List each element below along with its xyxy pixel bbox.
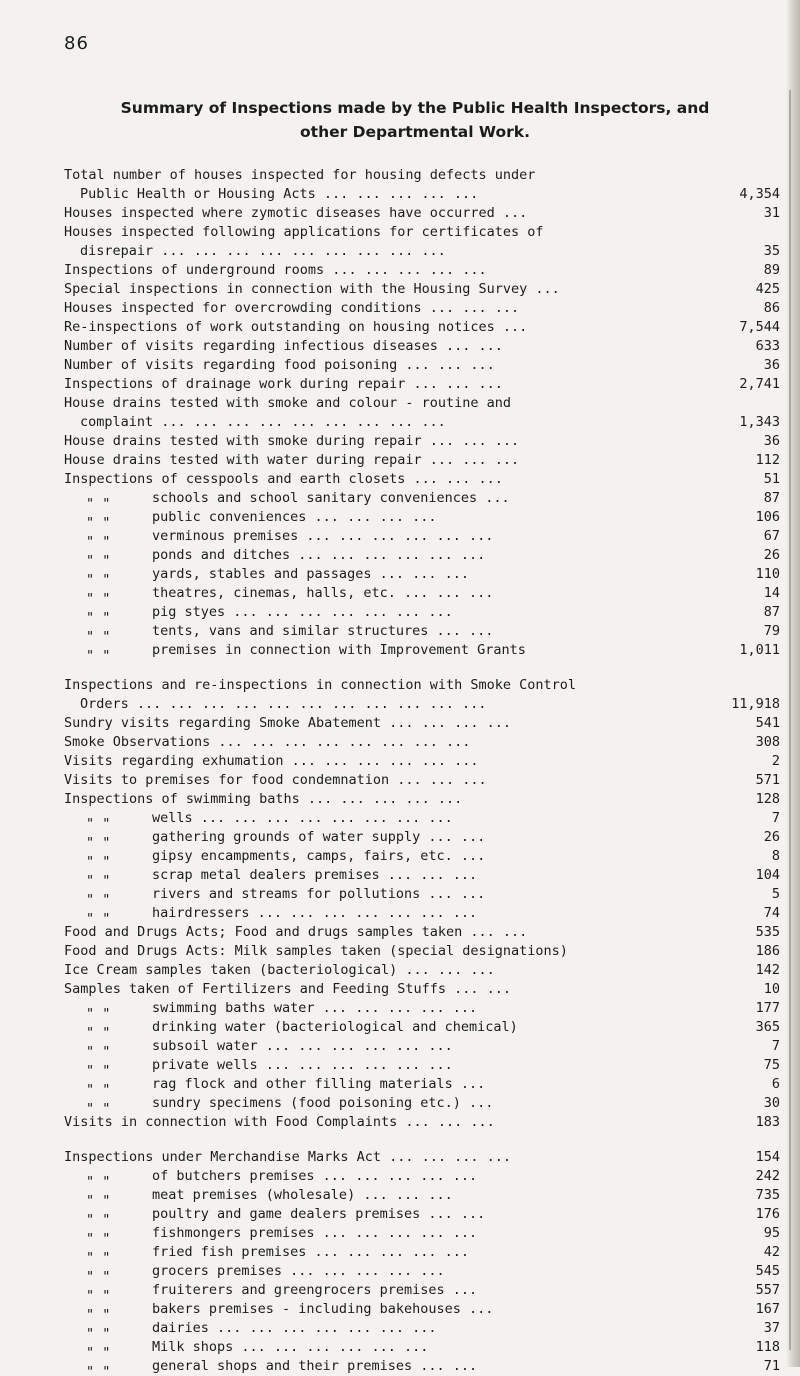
ditto-marks: " "	[86, 1212, 111, 1224]
summary-row	[64, 999, 780, 1018]
summary-row	[64, 223, 780, 242]
summary-row	[64, 1262, 780, 1281]
summary-row	[64, 828, 780, 847]
summary-row	[64, 809, 780, 828]
row-value: 87	[763, 604, 780, 620]
summary-row	[64, 508, 780, 527]
row-label: subsoil water ... ... ... ... ... ...	[152, 1038, 453, 1054]
row-label: Houses inspected following applications for certificates of	[64, 224, 544, 240]
row-value: 87	[763, 490, 780, 506]
row-value: 142	[755, 962, 780, 978]
ditto-marks: " "	[86, 892, 111, 904]
summary-row	[64, 1148, 780, 1167]
row-value: 425	[755, 281, 780, 297]
summary-row	[64, 204, 780, 223]
row-value: 79	[763, 623, 780, 639]
ditto-marks: " "	[86, 610, 111, 622]
ditto-marks: " "	[86, 629, 111, 641]
summary-row	[64, 923, 780, 942]
row-label: gipsy encampments, camps, fairs, etc. ...	[152, 848, 486, 864]
row-label: Orders ... ... ... ... ... ... ... ... ... ... ...	[80, 696, 487, 712]
summary-row	[64, 565, 780, 584]
row-label: verminous premises ... ... ... ... ... ...	[152, 528, 494, 544]
row-label: fried fish premises ... ... ... ... ...	[152, 1244, 469, 1260]
page-heading	[70, 96, 760, 144]
row-value: 75	[763, 1057, 780, 1073]
row-label: Total number of houses inspected for housing defects under	[64, 167, 536, 183]
summary-row	[64, 1167, 780, 1186]
row-label: yards, stables and passages ... ... ...	[152, 566, 469, 582]
summary-row	[64, 1037, 780, 1056]
summary-row	[64, 733, 780, 752]
summary-row	[64, 185, 780, 204]
summary-row	[64, 242, 780, 261]
row-label: schools and school sanitary conveniences ...	[152, 490, 510, 506]
row-label: wells ... ... ... ... ... ... ... ...	[152, 810, 453, 826]
row-value: 1,011	[739, 642, 780, 658]
row-label: Visits regarding exhumation ... ... ... ... ... ...	[64, 753, 479, 769]
summary-row	[64, 980, 780, 999]
row-label: Houses inspected where zymotic diseases have occurred ...	[64, 205, 528, 221]
row-value: 308	[755, 734, 780, 750]
ditto-marks: " "	[86, 572, 111, 584]
row-value: 1,343	[739, 414, 780, 430]
row-label: pig styes ... ... ... ... ... ... ...	[152, 604, 453, 620]
ditto-marks: " "	[86, 854, 111, 866]
ditto-marks: " "	[86, 1250, 111, 1262]
summary-row	[64, 584, 780, 603]
summary-row	[64, 1319, 780, 1338]
row-value: 31	[763, 205, 780, 221]
summary-row	[64, 847, 780, 866]
row-label: House drains tested with smoke during repair ... ... ...	[64, 433, 520, 449]
row-value: 67	[763, 528, 780, 544]
row-value: 14	[763, 585, 780, 601]
ditto-marks: " "	[86, 1345, 111, 1357]
row-label: Milk shops ... ... ... ... ... ...	[152, 1339, 429, 1355]
row-value: 176	[755, 1206, 780, 1222]
row-label: Inspections of cesspools and earth closets ... ... ...	[64, 471, 503, 487]
row-label: dairies ... ... ... ... ... ... ...	[152, 1320, 437, 1336]
summary-row	[64, 1186, 780, 1205]
row-label: Special inspections in connection with the Housing Survey ...	[64, 281, 560, 297]
row-value: 545	[755, 1263, 780, 1279]
summary-section	[64, 166, 780, 660]
row-label: hairdressers ... ... ... ... ... ... ...	[152, 905, 478, 921]
summary-row	[64, 1075, 780, 1094]
row-value: 571	[755, 772, 780, 788]
row-value: 7,544	[739, 319, 780, 335]
row-label: Inspections under Merchandise Marks Act ... ... ... ...	[64, 1149, 512, 1165]
page-edge-line	[789, 90, 791, 1350]
summary-row	[64, 714, 780, 733]
summary-row	[64, 337, 780, 356]
summary-row	[64, 375, 780, 394]
row-label: premises in connection with Improvement Grants	[152, 642, 526, 658]
row-label: scrap metal dealers premises ... ... ...	[152, 867, 478, 883]
row-value: 71	[763, 1358, 780, 1374]
row-value: 26	[763, 547, 780, 563]
row-value: 86	[763, 300, 780, 316]
ditto-marks: " "	[86, 873, 111, 885]
row-value: 89	[763, 262, 780, 278]
row-value: 177	[755, 1000, 780, 1016]
row-label: grocers premises ... ... ... ... ...	[152, 1263, 445, 1279]
heading-line-2: other Departmental Work.	[300, 123, 530, 141]
row-value: 541	[755, 715, 780, 731]
row-label: rag flock and other filling materials ...	[152, 1076, 486, 1092]
row-label: poultry and game dealers premises ... ...	[152, 1206, 486, 1222]
ditto-marks: " "	[86, 1006, 111, 1018]
row-label: Number of visits regarding food poisoning ... ... ...	[64, 357, 495, 373]
summary-section	[64, 1148, 780, 1376]
ditto-marks: " "	[86, 1326, 111, 1338]
summary-row	[64, 752, 780, 771]
section-gap	[64, 1132, 780, 1148]
row-value: 4,354	[739, 186, 780, 202]
row-value: 74	[763, 905, 780, 921]
ditto-marks: " "	[86, 534, 111, 546]
ditto-marks: " "	[86, 816, 111, 828]
summary-row	[64, 1281, 780, 1300]
row-value: 365	[755, 1019, 780, 1035]
ditto-marks: " "	[86, 648, 111, 660]
row-value: 95	[763, 1225, 780, 1241]
row-value: 35	[763, 243, 780, 259]
ditto-marks: " "	[86, 1288, 111, 1300]
row-value: 30	[763, 1095, 780, 1111]
row-label: sundry specimens (food poisoning etc.) ...	[152, 1095, 494, 1111]
row-label: rivers and streams for pollutions ... ...	[152, 886, 486, 902]
row-value: 8	[771, 848, 780, 864]
row-value: 633	[755, 338, 780, 354]
row-label: meat premises (wholesale) ... ... ...	[152, 1187, 453, 1203]
summary-row	[64, 1113, 780, 1132]
summary-row	[64, 1224, 780, 1243]
row-label: Food and Drugs Acts; Food and drugs samples taken ... ...	[64, 924, 528, 940]
row-value: 36	[763, 433, 780, 449]
row-label: fruiterers and greengrocers premises ...	[152, 1282, 478, 1298]
row-label: Inspections of drainage work during repair ... ... ...	[64, 376, 503, 392]
summary-row	[64, 622, 780, 641]
summary-row	[64, 866, 780, 885]
row-label: public conveniences ... ... ... ...	[152, 509, 437, 525]
summary-row	[64, 942, 780, 961]
row-label: Re-inspections of work outstanding on housing notices ...	[64, 319, 528, 335]
summary-row	[64, 432, 780, 451]
row-value: 167	[755, 1301, 780, 1317]
ditto-marks: " "	[86, 835, 111, 847]
summary-row	[64, 641, 780, 660]
summary-row	[64, 961, 780, 980]
row-value: 112	[755, 452, 780, 468]
row-label: tents, vans and similar structures ... ...	[152, 623, 494, 639]
row-value: 110	[755, 566, 780, 582]
ditto-marks: " "	[86, 1101, 111, 1113]
inspection-summary-list	[64, 166, 780, 1376]
row-value: 7	[771, 1038, 780, 1054]
row-label: disrepair ... ... ... ... ... ... ... ... ...	[80, 243, 446, 259]
ditto-marks: " "	[86, 496, 111, 508]
row-value: 37	[763, 1320, 780, 1336]
summary-row	[64, 771, 780, 790]
ditto-marks: " "	[86, 591, 111, 603]
page-number: 86	[64, 33, 89, 54]
row-label: Food and Drugs Acts: Milk samples taken (special designations)	[64, 943, 568, 959]
summary-row	[64, 489, 780, 508]
row-label: Samples taken of Fertilizers and Feeding Stuffs ... ...	[64, 981, 512, 997]
summary-row	[64, 413, 780, 432]
row-value: 106	[755, 509, 780, 525]
ditto-marks: " "	[86, 1364, 111, 1376]
row-label: Inspections of underground rooms ... ... ... ... ...	[64, 262, 487, 278]
row-label: drinking water (bacteriological and chemical)	[152, 1019, 518, 1035]
ditto-marks: " "	[86, 1025, 111, 1037]
ditto-marks: " "	[86, 553, 111, 565]
row-value: 36	[763, 357, 780, 373]
summary-row	[64, 885, 780, 904]
summary-row	[64, 318, 780, 337]
row-label: Public Health or Housing Acts ... ... ... ... ...	[80, 186, 479, 202]
row-value: 557	[755, 1282, 780, 1298]
summary-row	[64, 261, 780, 280]
summary-row	[64, 695, 780, 714]
summary-row	[64, 394, 780, 413]
summary-row	[64, 280, 780, 299]
ditto-marks: " "	[86, 1269, 111, 1281]
row-label: bakers premises - including bakehouses ...	[152, 1301, 494, 1317]
ditto-marks: " "	[86, 1063, 111, 1075]
heading-line-1: Summary of Inspections made by the Public Health Inspectors, and	[120, 99, 710, 117]
summary-row	[64, 1056, 780, 1075]
summary-section	[64, 676, 780, 1132]
row-label: Smoke Observations ... ... ... ... ... ... ... ...	[64, 734, 471, 750]
summary-row	[64, 904, 780, 923]
summary-row	[64, 470, 780, 489]
ditto-marks: " "	[86, 1231, 111, 1243]
row-label: complaint ... ... ... ... ... ... ... ... ...	[80, 414, 446, 430]
row-value: 7	[771, 810, 780, 826]
summary-row	[64, 356, 780, 375]
row-label: Houses inspected for overcrowding conditions ... ... ...	[64, 300, 520, 316]
row-value: 10	[763, 981, 780, 997]
summary-row	[64, 451, 780, 470]
row-label: Visits to premises for food condemnation ... ... ...	[64, 772, 487, 788]
section-gap	[64, 660, 780, 676]
row-label: of butchers premises ... ... ... ... ...	[152, 1168, 478, 1184]
summary-row	[64, 1018, 780, 1037]
summary-row	[64, 1243, 780, 1262]
row-value: 154	[755, 1149, 780, 1165]
row-label: ponds and ditches ... ... ... ... ... ...	[152, 547, 486, 563]
row-value: 242	[755, 1168, 780, 1184]
row-label: swimming baths water ... ... ... ... ...	[152, 1000, 478, 1016]
ditto-marks: " "	[86, 1193, 111, 1205]
row-label: Number of visits regarding infectious diseases ... ...	[64, 338, 503, 354]
ditto-marks: " "	[86, 1044, 111, 1056]
row-value: 2,741	[739, 376, 780, 392]
row-label: House drains tested with water during repair ... ... ...	[64, 452, 520, 468]
row-value: 51	[763, 471, 780, 487]
row-value: 6	[771, 1076, 780, 1092]
row-value: 42	[763, 1244, 780, 1260]
row-value: 11,918	[731, 696, 780, 712]
row-label: Inspections of swimming baths ... ... ... ... ...	[64, 791, 463, 807]
row-label: private wells ... ... ... ... ... ...	[152, 1057, 453, 1073]
row-value: 5	[771, 886, 780, 902]
row-label: Inspections and re-inspections in connection with Smoke Control	[64, 677, 577, 693]
row-value: 2	[771, 753, 780, 769]
row-label: fishmongers premises ... ... ... ... ...	[152, 1225, 478, 1241]
row-label: Ice Cream samples taken (bacteriological) ... ... ...	[64, 962, 495, 978]
row-value: 104	[755, 867, 780, 883]
row-value: 118	[755, 1339, 780, 1355]
row-value: 26	[763, 829, 780, 845]
ditto-marks: " "	[86, 515, 111, 527]
row-value: 735	[755, 1187, 780, 1203]
row-label: general shops and their premises ... ...	[152, 1358, 478, 1374]
row-value: 183	[755, 1114, 780, 1130]
summary-row	[64, 1205, 780, 1224]
summary-row	[64, 546, 780, 565]
row-value: 128	[755, 791, 780, 807]
summary-row	[64, 1300, 780, 1319]
summary-row	[64, 1338, 780, 1357]
ditto-marks: " "	[86, 911, 111, 923]
summary-row	[64, 1094, 780, 1113]
summary-row	[64, 676, 780, 695]
ditto-marks: " "	[86, 1082, 111, 1094]
row-label: Sundry visits regarding Smoke Abatement ... ... ... ...	[64, 715, 512, 731]
summary-row	[64, 527, 780, 546]
summary-row	[64, 166, 780, 185]
ditto-marks: " "	[86, 1174, 111, 1186]
summary-row	[64, 790, 780, 809]
summary-row	[64, 603, 780, 622]
ditto-marks: " "	[86, 1307, 111, 1319]
row-value: 535	[755, 924, 780, 940]
row-label: House drains tested with smoke and colour - routine and	[64, 395, 512, 411]
row-label: Visits in connection with Food Complaints ... ... ...	[64, 1114, 495, 1130]
summary-row	[64, 299, 780, 318]
row-label: theatres, cinemas, halls, etc. ... ... ...	[152, 585, 494, 601]
row-label: gathering grounds of water supply ... ...	[152, 829, 486, 845]
row-value: 186	[755, 943, 780, 959]
